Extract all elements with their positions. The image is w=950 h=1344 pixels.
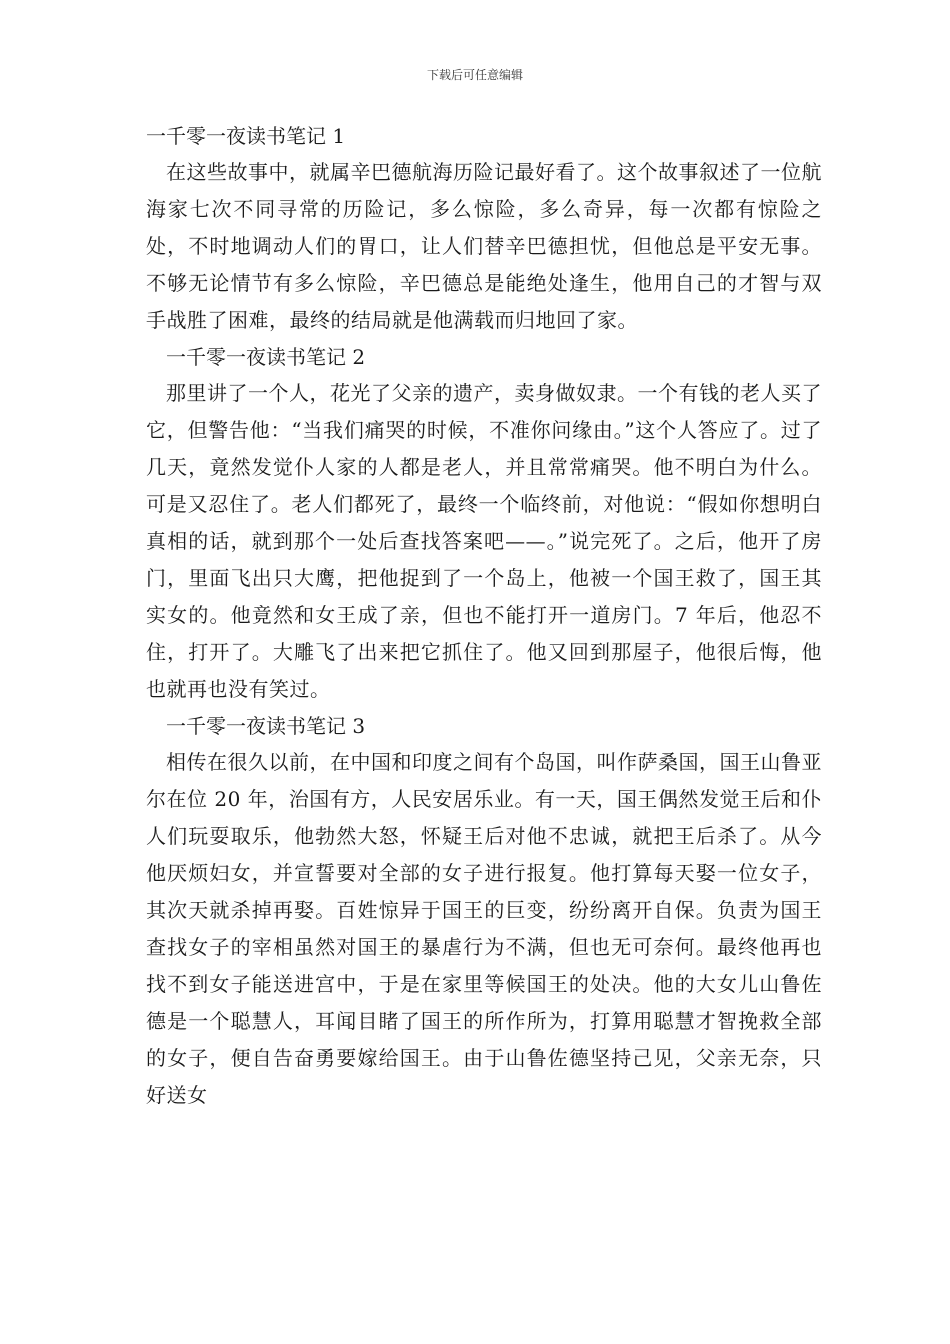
section-1-title: 一千零一夜读书笔记 1 bbox=[146, 124, 346, 148]
section-2-title: 一千零一夜读书笔记 2 bbox=[166, 345, 366, 369]
section-3-title: 一千零一夜读书笔记 3 bbox=[166, 714, 366, 738]
page-header-note: 下载后可任意编辑 bbox=[426, 68, 523, 82]
document-body bbox=[146, 118, 822, 1114]
section-3-body: 相传在很久以前，在中国和印度之间有个岛国，叫作萨桑国，国王山鲁亚尔在位 20 年，治国有方，人民安居乐业。有一天，国王偶然发觉王后和仆人们玩耍取乐，他勃然大怒，怀疑王后对他不忠诚，就把王后杀了。从今他厌烦妇女，并宣誓要对全部的女子进行报复。他打算每天娶一位女子，其次天就杀掉再娶。百姓惊异于国王的巨变，纷纷离开自保。负责为国王查找女子的宰相虽然对国王的暴虐行为不满，但也无可奈何。最终他再也找不到女子能送进宫中，于是在家里等候国王的处决。他的大女儿山鲁佐德是一个聪慧人，耳闻目睹了国王的所作所为，打算用聪慧才智挽救全部的女子，便自告奋勇要嫁给国王。由于山鲁佐德坚持己见，父亲无奈，只好送女 bbox=[146, 750, 822, 1107]
section-2-body: 那里讲了一个人，花光了父亲的遗产，卖身做奴隶。一个有钱的老人买了它，但警告他：“当我们痛哭的时候，不准你问缘由。”这个人答应了。过了几天，竟然发觉仆人家的人都是老人，并且常常痛哭。他不明白为什么。可是又忍住了。老人们都死了，最终一个临终前，对他说：“假如你想明白真相的话，就到那个一处后查找答案吧——。”说完死了。之后，他开了房门，里面飞出只大鹰，把他捉到了一个岛上，他被一个国王救了，国王其实女的。他竟然和女王成了亲，但也不能打开一道房门。7 年后，他忍不住，打开了。大雕飞了出来把它抓住了。他又回到那屋子，他很后悔，他也就再也没有笑过。 bbox=[146, 381, 822, 701]
section-1-body: 在这些故事中，就属辛巴德航海历险记最好看了。这个故事叙述了一位航海家七次不同寻常的历险记，多么惊险，多么奇异，每一次都有惊险之处，不时地调动人们的胃口，让人们替辛巴德担忧，但他总是平安无事。不够无论情节有多么惊险，辛巴德总是能绝处逢生，他用自己的才智与双手战胜了困难，最终的结局就是他满载而归地回了家。 bbox=[146, 160, 822, 332]
